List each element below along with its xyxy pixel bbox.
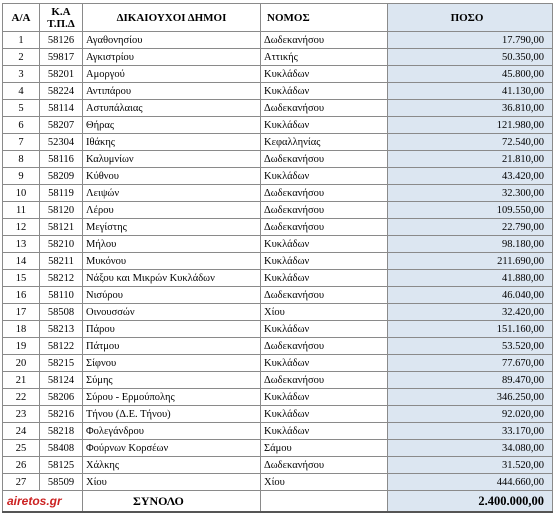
table-row bbox=[3, 151, 553, 168]
cell-dimos: Μήλου bbox=[83, 236, 261, 253]
cell-dimos: Πάρου bbox=[83, 321, 261, 338]
cell-ka: 58122 bbox=[40, 338, 83, 355]
cell-ka: 58201 bbox=[40, 66, 83, 83]
cell-dimos: Θήρας bbox=[83, 117, 261, 134]
total-value: 2.400.000,00 bbox=[388, 491, 553, 513]
cell-ka: 58218 bbox=[40, 423, 83, 440]
cell-dimos: Χάλκης bbox=[83, 457, 261, 474]
table-row bbox=[3, 49, 553, 66]
cell-dimos: Νισύρου bbox=[83, 287, 261, 304]
cell-poso: 50.350,00 bbox=[388, 49, 553, 66]
cell-nomos: Δωδεκανήσου bbox=[261, 100, 388, 117]
cell-ka: 58119 bbox=[40, 185, 83, 202]
cell-nomos: Δωδεκανήσου bbox=[261, 185, 388, 202]
cell-poso: 21.810,00 bbox=[388, 151, 553, 168]
cell-dimos: Κύθνου bbox=[83, 168, 261, 185]
cell-nomos: Δωδεκανήσου bbox=[261, 287, 388, 304]
header-aa: Α/Α bbox=[3, 4, 40, 32]
cell-aa: 25 bbox=[3, 440, 40, 457]
cell-ka: 58509 bbox=[40, 474, 83, 491]
cell-aa: 9 bbox=[3, 168, 40, 185]
cell-dimos: Χίου bbox=[83, 474, 261, 491]
cell-poso: 72.540,00 bbox=[388, 134, 553, 151]
cell-nomos: Κυκλάδων bbox=[261, 355, 388, 372]
cell-dimos: Μεγίστης bbox=[83, 219, 261, 236]
table-row bbox=[3, 457, 553, 474]
cell-poso: 43.420,00 bbox=[388, 168, 553, 185]
cell-poso: 98.180,00 bbox=[388, 236, 553, 253]
cell-aa: 26 bbox=[3, 457, 40, 474]
header-ka bbox=[40, 4, 83, 32]
cell-dimos: Καλυμνίων bbox=[83, 151, 261, 168]
cell-poso: 41.880,00 bbox=[388, 270, 553, 287]
table-row bbox=[3, 372, 553, 389]
cell-poso: 92.020,00 bbox=[388, 406, 553, 423]
cell-nomos: Κυκλάδων bbox=[261, 236, 388, 253]
cell-poso: 151.160,00 bbox=[388, 321, 553, 338]
total-label: ΣΥΝΟΛΟ bbox=[83, 491, 261, 513]
cell-poso: 53.520,00 bbox=[388, 338, 553, 355]
table-row bbox=[3, 134, 553, 151]
cell-poso: 77.670,00 bbox=[388, 355, 553, 372]
table-row bbox=[3, 100, 553, 117]
cell-ka: 58210 bbox=[40, 236, 83, 253]
table-row bbox=[3, 219, 553, 236]
cell-poso: 41.130,00 bbox=[388, 83, 553, 100]
table-row bbox=[3, 304, 553, 321]
cell-ka: 58120 bbox=[40, 202, 83, 219]
table-row bbox=[3, 389, 553, 406]
header-ka-line1: Κ.Α bbox=[51, 5, 71, 18]
cell-nomos: Κεφαλληνίας bbox=[261, 134, 388, 151]
cell-poso: 33.170,00 bbox=[388, 423, 553, 440]
cell-aa: 13 bbox=[3, 236, 40, 253]
cell-aa: 14 bbox=[3, 253, 40, 270]
cell-poso: 444.660,00 bbox=[388, 474, 553, 491]
cell-poso: 89.470,00 bbox=[388, 372, 553, 389]
cell-ka: 58209 bbox=[40, 168, 83, 185]
cell-dimos: Σύμης bbox=[83, 372, 261, 389]
allocation-sheet bbox=[2, 3, 553, 508]
cell-dimos: Σίφνου bbox=[83, 355, 261, 372]
cell-nomos: Κυκλάδων bbox=[261, 389, 388, 406]
table-row bbox=[3, 287, 553, 304]
cell-dimos: Οινουσσών bbox=[83, 304, 261, 321]
cell-poso: 346.250,00 bbox=[388, 389, 553, 406]
cell-poso: 211.690,00 bbox=[388, 253, 553, 270]
table-row bbox=[3, 406, 553, 423]
cell-ka: 58206 bbox=[40, 389, 83, 406]
table-row bbox=[3, 474, 553, 491]
cell-dimos: Μυκόνου bbox=[83, 253, 261, 270]
cell-nomos: Δωδεκανήσου bbox=[261, 372, 388, 389]
table-row bbox=[3, 202, 553, 219]
header-dimos: ΔΙΚΑΙΟΥΧΟΙ ΔΗΜΟΙ bbox=[83, 4, 261, 32]
cell-ka: 58121 bbox=[40, 219, 83, 236]
cell-ka: 58116 bbox=[40, 151, 83, 168]
cell-aa: 27 bbox=[3, 474, 40, 491]
cell-poso: 45.800,00 bbox=[388, 66, 553, 83]
header-nomos: ΝΟΜΟΣ bbox=[261, 4, 388, 32]
cell-ka: 58212 bbox=[40, 270, 83, 287]
cell-dimos: Φολεγάνδρου bbox=[83, 423, 261, 440]
cell-ka: 58224 bbox=[40, 83, 83, 100]
cell-aa: 16 bbox=[3, 287, 40, 304]
table-row bbox=[3, 83, 553, 100]
cell-dimos: Αντιπάρου bbox=[83, 83, 261, 100]
cell-poso: 31.520,00 bbox=[388, 457, 553, 474]
table-row bbox=[3, 236, 553, 253]
cell-ka: 58216 bbox=[40, 406, 83, 423]
header-ka-line2: Τ.Π.Δ bbox=[47, 17, 75, 30]
cell-ka: 58408 bbox=[40, 440, 83, 457]
cell-dimos: Πάτμου bbox=[83, 338, 261, 355]
table-row bbox=[3, 168, 553, 185]
table-row bbox=[3, 440, 553, 457]
cell-poso: 22.790,00 bbox=[388, 219, 553, 236]
table-row bbox=[3, 338, 553, 355]
cell-ka: 58213 bbox=[40, 321, 83, 338]
cell-dimos: Αστυπάλαιας bbox=[83, 100, 261, 117]
table-row bbox=[3, 32, 553, 49]
cell-ka: 58211 bbox=[40, 253, 83, 270]
cell-dimos: Τήνου (Δ.Ε. Τήνου) bbox=[83, 406, 261, 423]
cell-poso: 46.040,00 bbox=[388, 287, 553, 304]
cell-ka: 58125 bbox=[40, 457, 83, 474]
cell-poso: 109.550,00 bbox=[388, 202, 553, 219]
table-row bbox=[3, 185, 553, 202]
cell-aa: 20 bbox=[3, 355, 40, 372]
cell-aa: 8 bbox=[3, 151, 40, 168]
cell-nomos: Δωδεκανήσου bbox=[261, 338, 388, 355]
cell-nomos: Αττικής bbox=[261, 49, 388, 66]
cell-aa: 7 bbox=[3, 134, 40, 151]
table-row bbox=[3, 270, 553, 287]
cell-nomos: Κυκλάδων bbox=[261, 117, 388, 134]
cell-aa: 11 bbox=[3, 202, 40, 219]
cell-nomos: Κυκλάδων bbox=[261, 270, 388, 287]
cell-ka: 58508 bbox=[40, 304, 83, 321]
header-poso: ΠΟΣΟ bbox=[388, 4, 553, 32]
cell-dimos: Αγαθονησίου bbox=[83, 32, 261, 49]
table-row bbox=[3, 423, 553, 440]
cell-poso: 36.810,00 bbox=[388, 100, 553, 117]
cell-nomos: Χίου bbox=[261, 304, 388, 321]
cell-aa: 12 bbox=[3, 219, 40, 236]
table-row bbox=[3, 117, 553, 134]
cell-poso: 32.300,00 bbox=[388, 185, 553, 202]
cell-ka: 59817 bbox=[40, 49, 83, 66]
cell-aa: 5 bbox=[3, 100, 40, 117]
cell-aa: 4 bbox=[3, 83, 40, 100]
cell-aa: 6 bbox=[3, 117, 40, 134]
header-row bbox=[3, 4, 553, 32]
cell-ka: 58110 bbox=[40, 287, 83, 304]
cell-nomos: Δωδεκανήσου bbox=[261, 32, 388, 49]
cell-dimos: Φούρνων Κορσέων bbox=[83, 440, 261, 457]
cell-nomos: Κυκλάδων bbox=[261, 66, 388, 83]
cell-nomos: Δωδεκανήσου bbox=[261, 219, 388, 236]
table-row bbox=[3, 355, 553, 372]
cell-dimos: Λέρου bbox=[83, 202, 261, 219]
cell-poso: 34.080,00 bbox=[388, 440, 553, 457]
cell-aa: 10 bbox=[3, 185, 40, 202]
cell-dimos: Αγκιστρίου bbox=[83, 49, 261, 66]
cell-poso: 121.980,00 bbox=[388, 117, 553, 134]
watermark-text: airetos.gr bbox=[3, 491, 83, 513]
total-empty bbox=[261, 491, 388, 513]
cell-aa: 1 bbox=[3, 32, 40, 49]
cell-nomos: Κυκλάδων bbox=[261, 253, 388, 270]
cell-aa: 3 bbox=[3, 66, 40, 83]
cell-dimos: Σύρου - Ερμούπολης bbox=[83, 389, 261, 406]
total-row bbox=[3, 491, 553, 513]
cell-poso: 32.420,00 bbox=[388, 304, 553, 321]
cell-aa: 19 bbox=[3, 338, 40, 355]
cell-nomos: Δωδεκανήσου bbox=[261, 151, 388, 168]
cell-nomos: Κυκλάδων bbox=[261, 423, 388, 440]
cell-ka: 52304 bbox=[40, 134, 83, 151]
cell-ka: 58207 bbox=[40, 117, 83, 134]
cell-nomos: Κυκλάδων bbox=[261, 406, 388, 423]
cell-nomos: Κυκλάδων bbox=[261, 168, 388, 185]
cell-dimos: Λειψών bbox=[83, 185, 261, 202]
cell-aa: 15 bbox=[3, 270, 40, 287]
cell-nomos: Χίου bbox=[261, 474, 388, 491]
cell-aa: 17 bbox=[3, 304, 40, 321]
allocation-table bbox=[2, 3, 553, 513]
cell-nomos: Δωδεκανήσου bbox=[261, 202, 388, 219]
cell-aa: 2 bbox=[3, 49, 40, 66]
cell-ka: 58126 bbox=[40, 32, 83, 49]
cell-nomos: Κυκλάδων bbox=[261, 321, 388, 338]
cell-ka: 58114 bbox=[40, 100, 83, 117]
cell-poso: 17.790,00 bbox=[388, 32, 553, 49]
table-row bbox=[3, 66, 553, 83]
cell-nomos: Δωδεκανήσου bbox=[261, 457, 388, 474]
table-row bbox=[3, 321, 553, 338]
cell-aa: 21 bbox=[3, 372, 40, 389]
cell-ka: 58124 bbox=[40, 372, 83, 389]
cell-dimos: Αμοργού bbox=[83, 66, 261, 83]
cell-nomos: Σάμου bbox=[261, 440, 388, 457]
cell-aa: 23 bbox=[3, 406, 40, 423]
cell-ka: 58215 bbox=[40, 355, 83, 372]
cell-aa: 18 bbox=[3, 321, 40, 338]
cell-dimos: Νάξου και Μικρών Κυκλάδων bbox=[83, 270, 261, 287]
cell-aa: 24 bbox=[3, 423, 40, 440]
table-body bbox=[3, 32, 553, 491]
cell-aa: 22 bbox=[3, 389, 40, 406]
cell-dimos: Ιθάκης bbox=[83, 134, 261, 151]
table-row bbox=[3, 253, 553, 270]
cell-nomos: Κυκλάδων bbox=[261, 83, 388, 100]
